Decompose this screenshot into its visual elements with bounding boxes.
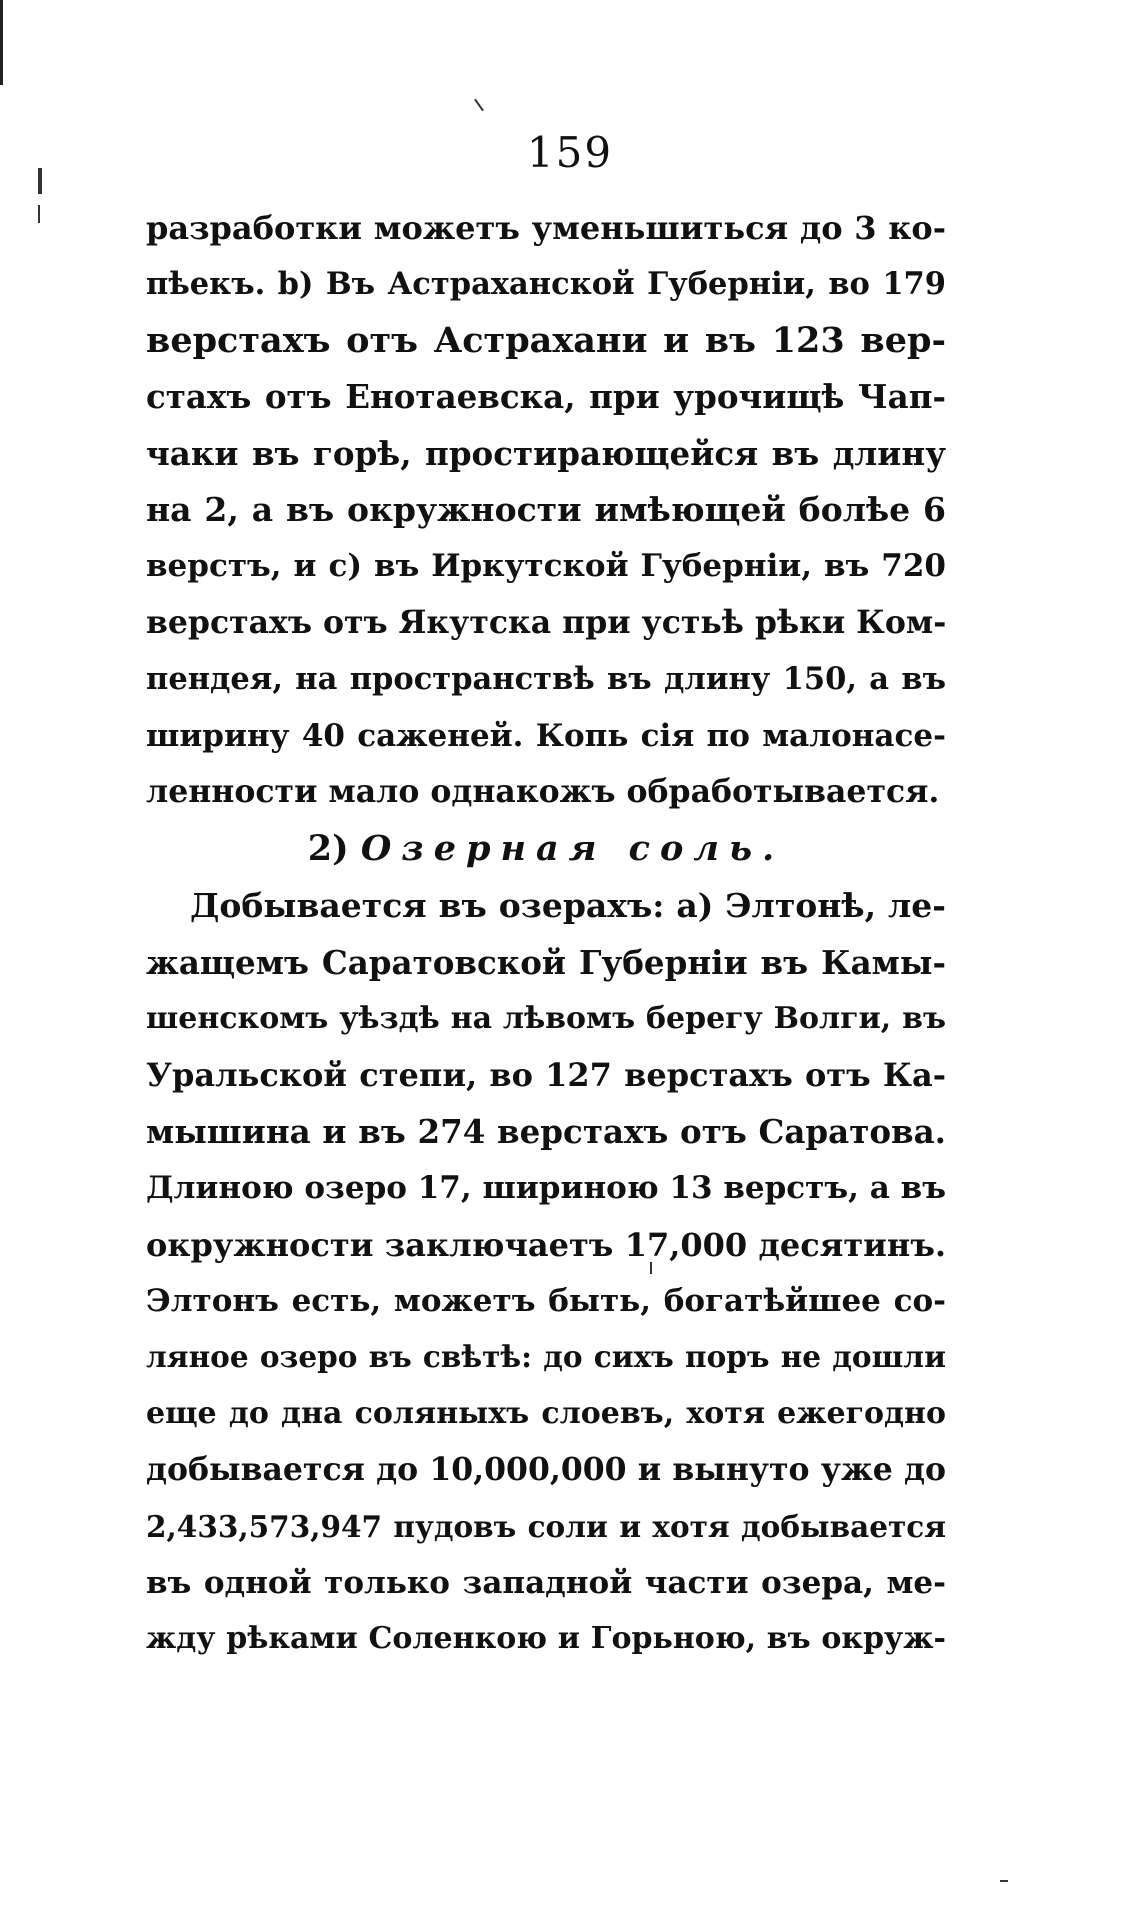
text-line: чаки въ горѣ, простирающейся въ длину <box>146 433 946 473</box>
text-line: Элтонъ есть, можетъ быть, богатѣйшее со- <box>146 1283 946 1320</box>
text-line: пѣекъ. b) Въ Астраханской Губерніи, во 179 <box>146 266 946 303</box>
section-number: 2) <box>307 828 349 870</box>
page-edge-mark <box>0 0 3 85</box>
text-line: на 2, а въ окружности имѣющей болѣе 6 <box>146 489 946 529</box>
text-line: жду рѣками Соленкою и Горьною, въ окруж- <box>146 1621 946 1657</box>
text-line: мышина и въ 274 верстахъ отъ Саратова. <box>146 1111 946 1151</box>
text-line: разработки можетъ уменьшиться до 3 ко- <box>146 209 946 247</box>
text-line: верстъ, и с) въ Иркутской Губерніи, въ 720 <box>146 548 946 585</box>
text-line: ленности мало однакожъ обработывается. <box>146 772 940 810</box>
text-line: стахъ отъ Енотаевска, при урочищѣ Чап- <box>146 377 946 417</box>
scan-speck <box>474 99 484 112</box>
text-line: окружности заключаетъ 17,000 десятинъ. <box>146 1225 946 1264</box>
text-line: добывается до 10,000,000 и вынуто уже до <box>146 1451 946 1489</box>
text-line: верстахъ отъ Астрахани и въ 123 вер- <box>146 319 946 361</box>
text-line: еще до дна соляныхъ слоевъ, хотя ежегодно <box>146 1395 946 1431</box>
section-heading <box>146 820 946 878</box>
scan-speck <box>38 205 40 223</box>
body-text <box>146 200 946 1668</box>
page-number: 159 <box>526 128 614 177</box>
text-line: въ одной только западной части озера, ме- <box>146 1564 946 1601</box>
text-line: ляное озеро въ свѣтѣ: до сихъ поръ не дошли <box>146 1339 946 1375</box>
text-line: 2,433,573,947 пудовъ соли и хотя добывается <box>146 1508 946 1544</box>
text-line: ширину 40 саженей. Копь сія по малонасе- <box>146 717 946 754</box>
section-title: Озерная соль. <box>360 828 785 870</box>
text-line: Уральской степи, во 127 верстахъ отъ Ка- <box>146 1056 946 1095</box>
text-line: верстахъ отъ Якутска при устьѣ рѣки Ком- <box>146 603 946 641</box>
text-line: жащемъ Саратовской Губерніи въ Камы- <box>146 942 946 982</box>
text-line: пендея, на пространствѣ въ длину 150, а въ <box>146 661 946 698</box>
text-line: Добывается въ озерахъ: а) Элтонѣ, ле- <box>190 886 946 926</box>
scan-speck <box>1000 1880 1008 1882</box>
text-line: Длиною озеро 17, шириною 13 верстъ, а въ <box>146 1170 946 1207</box>
text-line: шенскомъ уѣздѣ на лѣвомъ берегу Волги, въ <box>146 1001 946 1037</box>
